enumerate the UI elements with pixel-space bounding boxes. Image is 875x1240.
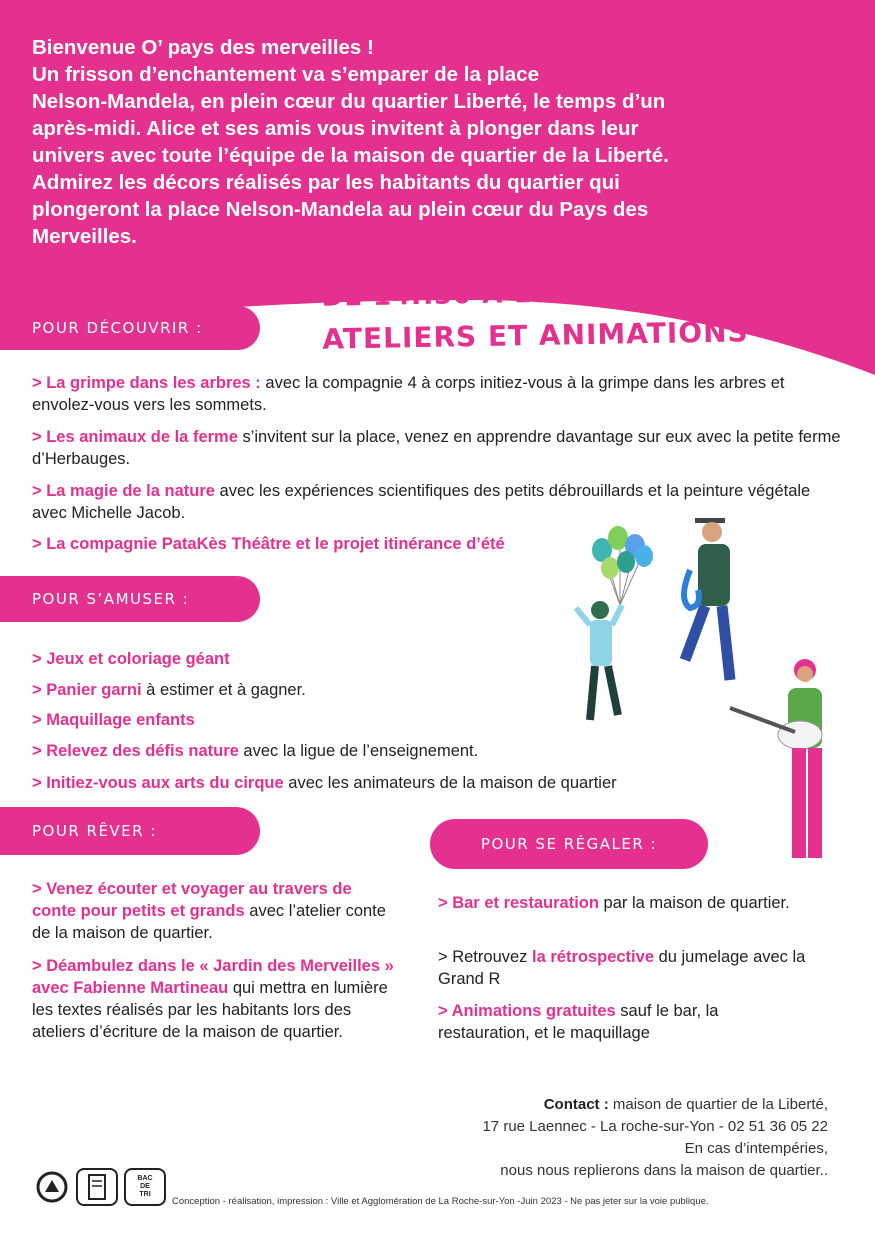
schedule-block (321, 274, 749, 359)
intro-line: Un frisson d’enchantement va s’emparer de la place (32, 63, 539, 86)
list-item: > Initiez-vous aux arts du cirque avec les animateurs de la maison de quartier (32, 774, 617, 792)
list-item: > Animations gratuites sauf le bar, la restauration, et le maquillage (438, 1002, 719, 1042)
footer-credits: Conception - réalisation, impression : Ville et Agglomération de La Roche-sur-Yon -Juin 2023 - Ne pas jeter sur la voie publique. (172, 1196, 709, 1207)
contact-weather-note: En cas d’intempéries, (684, 1140, 828, 1157)
contact-label: Contact : (543, 1096, 609, 1113)
list-item: > Venez écouter et voyager au travers de conte pour petits et grands avec l’atelier conte de la maison de quartier. (32, 880, 386, 942)
list-item: > La compagnie PataKès Théâtre et le projet itinérance d’été (32, 535, 505, 553)
intro-line: Admirez les décors réalisés par les habitants du quartier qui (32, 171, 620, 194)
list-item: > Bar et restauration par la maison de quartier. (438, 894, 790, 912)
intro-line: Nelson-Mandela, en plein cœur du quartier Liberté, le temps d’un (32, 90, 666, 113)
list-item: > Déambulez dans le « Jardin des Merveilles » avec Fabienne Martineau qui mettra en lumière les textes réalisés par les habitants lors des ateliers d’écriture de la maison de quartier. (32, 957, 394, 1041)
list-item: > Panier garni à estimer et à gagner. (32, 681, 306, 699)
intro-line: Bienvenue O’ pays des merveilles ! (32, 36, 374, 59)
list-item: > Retrouvez la rétrospective du jumelage avec la Grand R (438, 948, 806, 988)
list-item: > Les animaux de la ferme s’invitent sur la place, venez en apprendre davantage sur eux avec la petite ferme d’Herbauges. (32, 428, 841, 468)
contact-block (482, 1094, 828, 1182)
intro-text (32, 34, 842, 250)
schedule-time: DE 14H30 À 19H (321, 278, 575, 313)
intro-line: après-midi. Alice et ses amis vous invitent à plonger dans leur (32, 117, 639, 140)
schedule-subtitle: ATELIERS ET ANIMATIONS (322, 315, 749, 356)
recycling-logos (34, 1168, 166, 1206)
list-item: > Maquillage enfants (32, 711, 195, 729)
sorting-bin-icon (124, 1168, 166, 1206)
balloons-icon (592, 526, 653, 605)
saxophonist-figure (684, 518, 730, 680)
triman-icon (34, 1170, 70, 1204)
list-item: > Relevez des défis nature avec la ligue de l’enseignement. (32, 742, 479, 760)
section-title-decouvrir: POUR DÉCOUVRIR : (0, 306, 260, 350)
section-title-amuser: POUR S’AMUSER : (0, 576, 260, 622)
paper-recycle-icon (76, 1168, 118, 1206)
section-title-rever: POUR RÊVER : (0, 807, 260, 855)
intro-line: Merveilles. (32, 225, 137, 248)
section-title-regaler: POUR SE RÉGALER : (430, 819, 708, 869)
bac-label: BAC DE TRI (137, 1175, 153, 1198)
list-item: > La magie de la nature avec les expériences scientifiques des petits débrouillards et la peinture végétale avec Michelle Jacob. (32, 482, 811, 522)
illustration-musicians (560, 510, 860, 890)
list-item: > Jeux et coloriage géant (32, 650, 230, 668)
intro-line: plongeront la place Nelson-Mandela au plein cœur du Pays des (32, 198, 649, 221)
intro-line: univers avec toute l’équipe de la maison de quartier de la Liberté. (32, 144, 669, 167)
contact-address: 17 rue Laennec - La roche-sur-Yon - 02 51 36 05 22 (482, 1118, 828, 1135)
guitarist-figure (730, 659, 822, 858)
child-figure (576, 601, 622, 720)
contact-line: Contact : maison de quartier de la Liberté, (543, 1096, 828, 1113)
list-item: > La grimpe dans les arbres : avec la compagnie 4 à corps initiez-vous à la grimpe dans les arbres et envolez-vous vers les sommets. (32, 374, 785, 414)
contact-weather-note-2: nous nous replierons dans la maison de quartier.. (500, 1162, 828, 1179)
